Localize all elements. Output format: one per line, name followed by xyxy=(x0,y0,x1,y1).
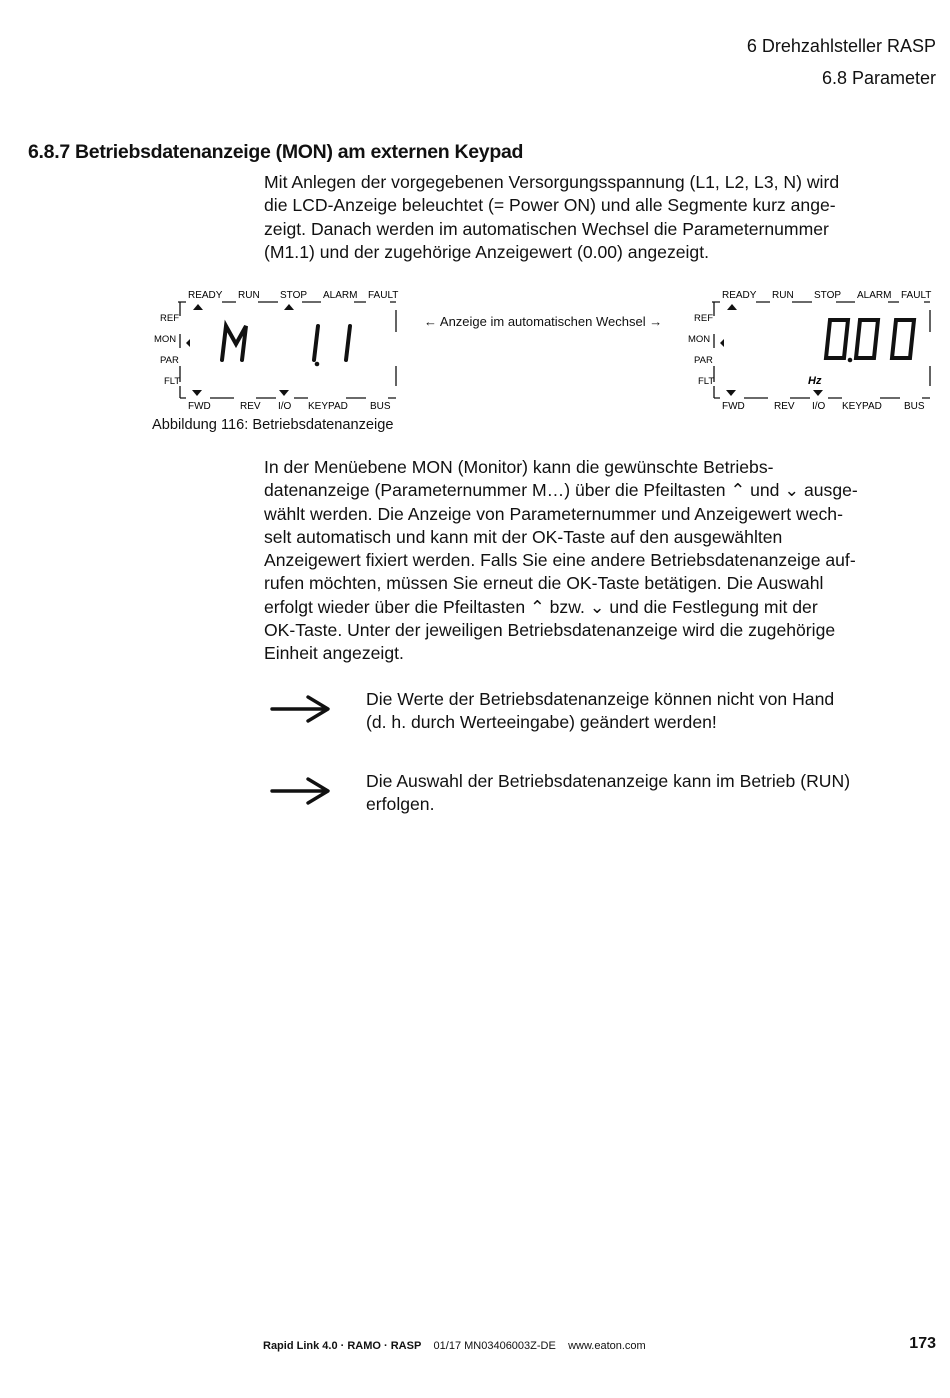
lcd-label-bus: BUS xyxy=(904,401,925,412)
footer-product: Rapid Link 4.0 · RAMO · RASP xyxy=(263,1340,422,1352)
text-line: erfolgen. xyxy=(366,794,435,815)
footer-url[interactable]: www.eaton.com xyxy=(568,1340,646,1352)
fwd-indicator-icon xyxy=(192,390,202,396)
lcd-label-run: RUN xyxy=(772,290,794,301)
lcd-label-keypad: KEYPAD xyxy=(308,401,348,412)
lcd-digits-value xyxy=(826,320,914,358)
mon-indicator-icon xyxy=(720,339,724,347)
text-line: zeigt. Danach werden im automatischen Wechsel die Parameternummer xyxy=(264,218,829,239)
mon-indicator-icon xyxy=(186,339,190,347)
section-heading: 6.8 Parameter xyxy=(821,68,936,88)
text-line: rufen möchten, müssen Sie erneut die OK-Taste betätigen. Die Auswahl xyxy=(264,573,824,594)
lcd-label-mon: MON xyxy=(154,334,177,345)
lcd-label-io: I/O xyxy=(278,401,292,412)
lcd-label-flt: FLT xyxy=(164,376,181,387)
text-line: In der Menüebene MON (Monitor) kann die gewünschte Betriebs- xyxy=(264,457,774,477)
ready-indicator-icon xyxy=(727,304,737,310)
lcd-label-keypad: KEYPAD xyxy=(842,401,882,412)
lcd-label-stop: STOP xyxy=(814,290,842,301)
footer-doc-number: 01/17 MN03406003Z-DE xyxy=(433,1340,556,1352)
note-arrow-icon xyxy=(270,776,332,806)
text-line: erfolgt wieder über die Pfeiltasten ⌃ bzw. ⌄ und die Festlegung mit der xyxy=(264,596,818,617)
page-footer xyxy=(263,1340,646,1352)
page-number: 173 xyxy=(909,1335,936,1352)
chapter-heading: 6 Drehzahlsteller RASP xyxy=(746,36,936,56)
lcd-label-fault: FAULT xyxy=(901,290,932,301)
io-indicator-icon xyxy=(279,390,289,396)
text-line: (M1.1) und der zugehörige Anzeigewert (0.00) angezeigt. xyxy=(264,241,709,262)
lcd-label-rev: REV xyxy=(240,401,261,412)
monitor-paragraph xyxy=(264,456,934,666)
lcd-display-value xyxy=(684,286,944,416)
note-run-selection xyxy=(366,770,936,817)
text-line: datenanzeige (Parameternummer M…) über die Pfeiltasten ⌃ und ⌄ ausge- xyxy=(264,480,858,501)
text-line: Mit Anlegen der vorgegebenen Versorgungsspannung (L1, L2, L3, N) wird xyxy=(264,172,840,192)
lcd-label-par: PAR xyxy=(694,355,713,366)
figure-caption: Abbildung 116: Betriebsdatenanzeige xyxy=(152,417,394,433)
text-line: OK-Taste. Unter der jeweiligen Betriebsdatenanzeige wird die zugehörige xyxy=(264,620,836,641)
lcd-label-flt: FLT xyxy=(698,376,715,387)
lcd-label-io: I/O xyxy=(812,401,826,412)
intro-paragraph xyxy=(264,171,934,264)
io-indicator-icon xyxy=(813,390,823,396)
note-manual-change xyxy=(366,688,936,735)
decimal-point-icon xyxy=(848,358,853,363)
text-line: Einheit angezeigt. xyxy=(264,643,404,664)
text-line: Anzeigewert fixiert werden. Falls Sie eine andere Betriebsdatenanzeige auf- xyxy=(264,550,856,571)
lcd-label-ready: READY xyxy=(188,290,223,301)
lcd-label-run: RUN xyxy=(238,290,260,301)
lcd-label-alarm: ALARM xyxy=(323,290,358,301)
lcd-digits-parameter xyxy=(222,326,350,360)
text-line: Die Auswahl der Betriebsdatenanzeige kann im Betrieb (RUN) xyxy=(366,771,851,791)
lcd-svg xyxy=(684,286,944,416)
lcd-svg xyxy=(150,286,450,416)
lcd-label-rev: REV xyxy=(774,401,795,412)
lcd-label-mon: MON xyxy=(688,334,711,345)
lcd-label-ref: REF xyxy=(694,313,713,324)
lcd-label-alarm: ALARM xyxy=(857,290,892,301)
ready-indicator-icon xyxy=(193,304,203,310)
lcd-label-ready: READY xyxy=(722,290,757,301)
decimal-point-icon xyxy=(315,362,320,367)
lcd-label-stop: STOP xyxy=(280,290,308,301)
lcd-label-fwd: FWD xyxy=(722,401,745,412)
alternation-label: ← Anzeige im automatischen Wechsel → xyxy=(424,314,663,329)
text-line: Die Werte der Betriebsdatenanzeige können nicht von Hand xyxy=(366,689,835,709)
text-line: selt automatisch und kann mit der OK-Taste auf den ausgewählten xyxy=(264,526,783,547)
lcd-label-par: PAR xyxy=(160,355,179,366)
lcd-label-bus: BUS xyxy=(370,401,391,412)
lcd-display-parameter xyxy=(150,286,450,416)
text-line: (d. h. durch Werteeingabe) geändert werden! xyxy=(366,712,717,733)
lcd-label-fault: FAULT xyxy=(368,290,399,301)
lcd-label-fwd: FWD xyxy=(188,401,211,412)
stop-indicator-icon xyxy=(284,304,294,310)
section-title: 6.8.7 Betriebsdatenanzeige (MON) am externen Keypad xyxy=(28,141,524,163)
text-line: wählt werden. Die Anzeige von Parameternummer und Anzeigewert wech- xyxy=(264,503,843,524)
fwd-indicator-icon xyxy=(726,390,736,396)
unit-label: Hz xyxy=(808,375,822,387)
text-line: die LCD-Anzeige beleuchtet (= Power ON) und alle Segmente kurz ange- xyxy=(264,195,836,216)
note-arrow-icon xyxy=(270,694,332,724)
lcd-label-ref: REF xyxy=(160,313,179,324)
